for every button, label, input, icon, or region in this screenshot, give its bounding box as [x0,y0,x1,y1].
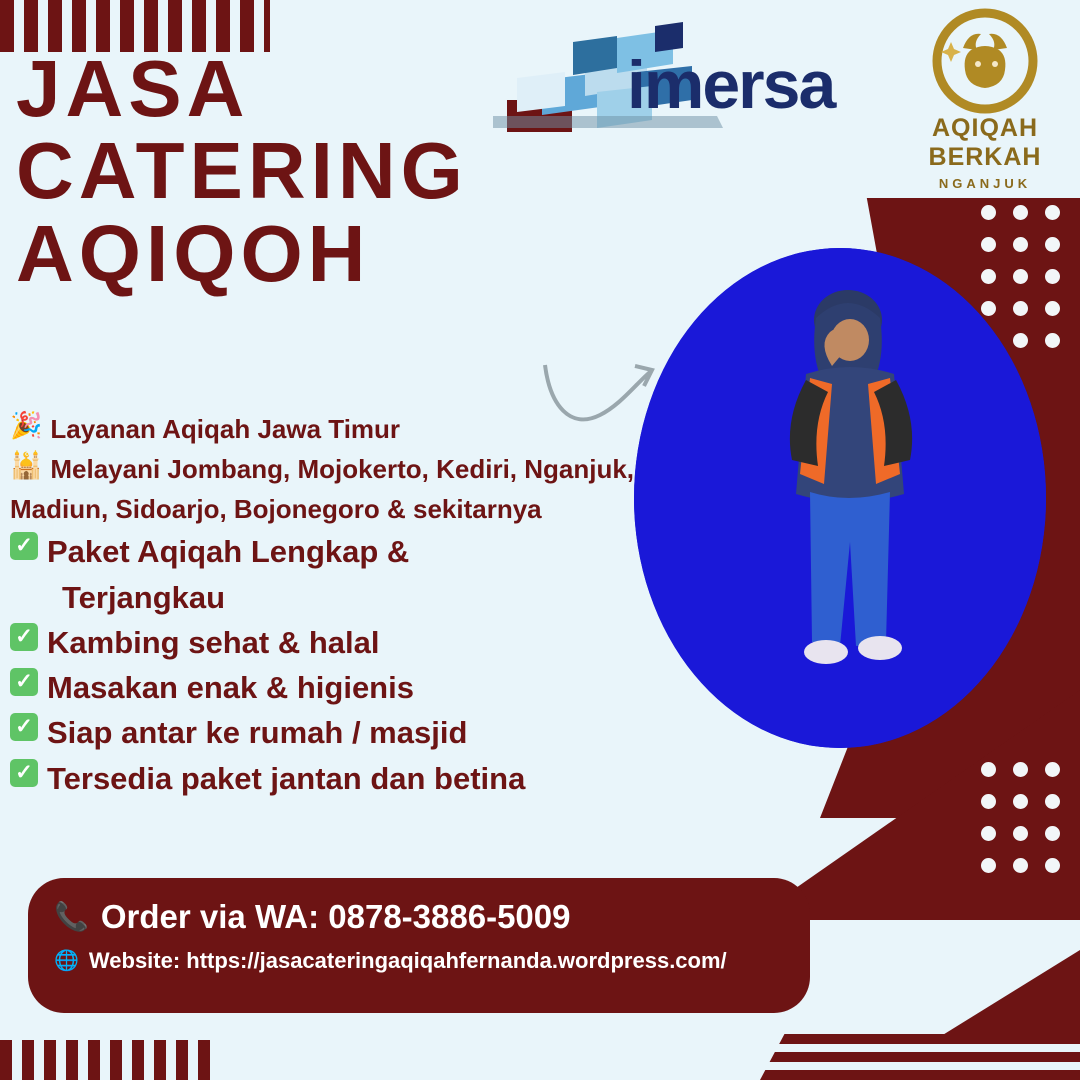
dot-grid-bottom-decoration [981,762,1060,873]
contact-banner [28,878,810,1013]
list-item [10,492,650,527]
list-item [10,713,650,753]
berkah-line-1: AQIQAH [932,114,1038,142]
check-icon: ✓ [10,623,38,651]
list-item [10,578,650,618]
check-icon: ✓ [10,532,38,560]
goat-circle-icon [925,8,1045,114]
whatsapp-order-label: Order via WA: 0878-3886-5009 [100,898,571,935]
features-list [10,412,650,804]
list-item-label: Siap antar ke rumah / masjid [47,715,468,751]
globe-icon: 🌐 [54,950,79,972]
berkah-line-2: BERKAH [928,142,1042,171]
aqiqah-berkah-logo [892,8,1078,204]
list-item [10,532,650,572]
list-item [10,623,650,663]
staff-photo-illustration [634,248,1046,748]
check-icon: ✓ [10,759,38,787]
website-row[interactable] [54,948,784,974]
check-icon: ✓ [10,668,38,696]
imersa-logo [487,20,842,140]
whatsapp-order-row[interactable] [54,898,784,936]
page-title [16,44,468,298]
list-item-label: Masakan enak & higienis [47,670,414,706]
website-label: Website: https://jasacateringaqiqahfernanda.wordpress.com/ [88,948,727,973]
list-item-label: Kambing sehat & halal [47,624,380,660]
staff-photo [634,248,1046,748]
list-item [10,668,650,708]
imersa-wordmark: imersa [627,47,835,123]
bottom-right-stripes-decoration [760,1034,1080,1080]
list-item [10,759,650,799]
list-item-label: Tersedia paket jantan dan betina [47,760,526,796]
list-item-label: Layanan Aqiqah Jawa Timur [50,414,401,444]
berkah-city-label: NGANJUK [938,175,1032,191]
party-popper-icon: 🎉 [10,410,43,440]
mosque-icon: 🕌 [10,450,43,481]
list-item [10,452,650,487]
phone-icon: 📞 [54,901,89,932]
bottom-left-stripes-decoration [0,1040,210,1080]
headline-line-3: AQIQOH [16,208,371,298]
headline-line-2: CATERING [16,126,468,216]
list-item-label: Paket Aqiqah Lengkap & [47,534,410,570]
headline-line-1: JASA [16,44,250,133]
list-item [10,412,650,447]
check-icon: ✓ [10,713,38,741]
list-item-label: Madiun, Sidoarjo, Bojonegoro & sekitarnya [10,494,542,525]
list-item-label: Terjangkau [62,579,226,615]
list-item-label: Melayani Jombang, Mojokerto, Kediri, Nganjuk, [50,454,635,485]
dot-grid-top-decoration [981,205,1060,348]
